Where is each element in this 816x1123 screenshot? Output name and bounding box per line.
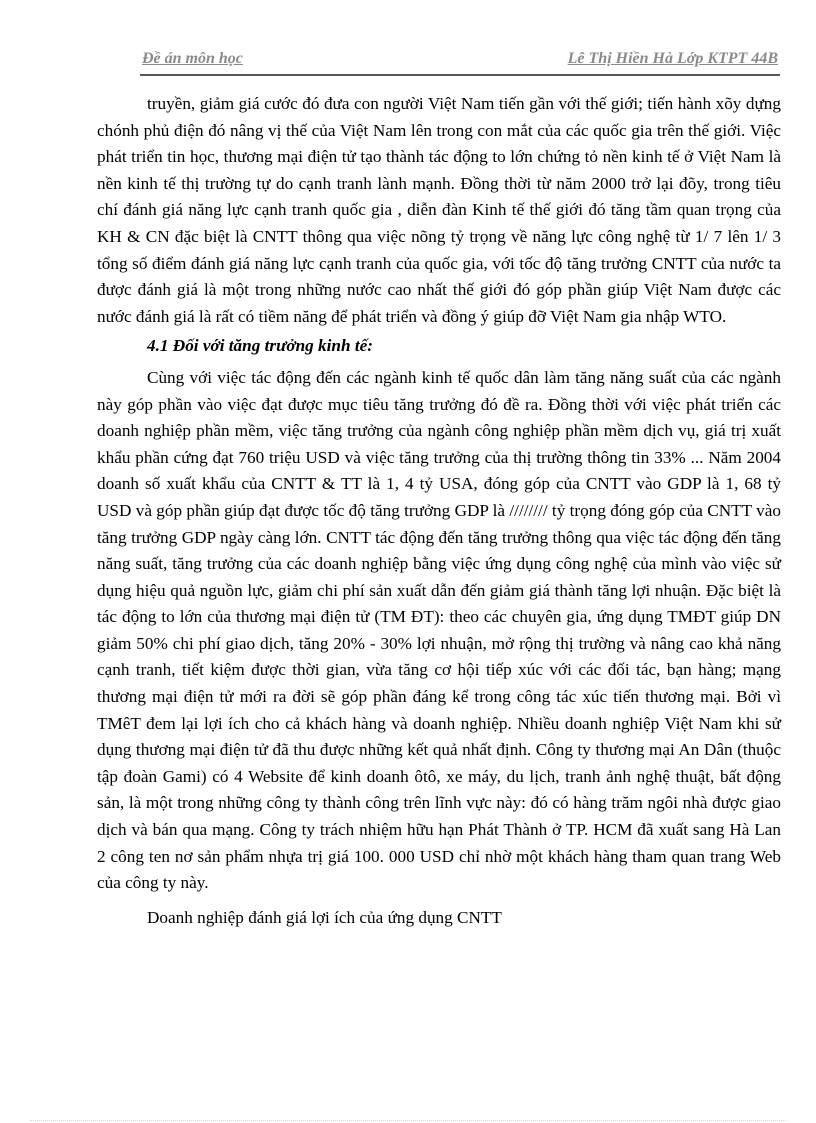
section-heading: 4.1 Đối với tăng trưởng kinh tế:	[147, 336, 373, 356]
header-author-class: Lê Thị Hiền Hà Lớp KTPT 44B	[567, 50, 778, 67]
paragraph-intro: truyền, giảm giá cước đó đưa con người Việt Nam tiến gần với thế giới; tiến hành xõy dựng chónh phủ điện đó nâng vị thế của Việt Nam lên trong con mắt của các quốc gia trên thế giới. Việc phát triển tin học, thương mại điện tử tạo thành tác động to lớn chứng tỏ nền kinh tế ở Việt Nam là nền kinh tế thị trường tự do cạnh tranh lành mạnh. Đồng thời từ năm 2000 trở lại đõy, trong tiêu chí đánh giá năng lực cạnh tranh quốc gia , diễn đàn Kinh tế thế giới đó tăng tầm quan trọng của KH & CN đặc biệt là CNTT thông qua việc nõng tỷ trọng về năng lực công nghệ từ 1/ 7 lên 1/ 3 tổng số điểm đánh giá năng lực cạnh tranh của quốc gia, với tốc độ tăng trưởng CNTT của nước ta được đánh giá là một trong những nước cao nhất thế giới đó góp phần giúp Việt Nam được các nước đánh giá là rất có tiềm năng để phát triển và đồng ý giúp đỡ Việt Nam gia nhập WTO.	[97, 94, 781, 326]
paragraph-benefit-lead: Doanh nghiệp đánh giá lợi ích của ứng dụng CNTT	[147, 907, 502, 927]
footer-divider	[30, 1120, 786, 1121]
paragraph-growth: Cùng với việc tác động đến các ngành kinh tế quốc dân làm tăng năng suất của các ngành này góp phần vào việc đạt được mục tiêu tăng trưởng đó đề ra. Đồng thời với việc phát triển các doanh nghiệp phần mềm, việc tăng trưởng của ngành công nghiệp phần mềm dịch vụ, giá trị xuất khẩu phần cứng đạt 760 triệu USD và việc tăng trưởng của thị trường thông tin 33% ... Năm 2004 doanh số xuất khẩu của CNTT & TT là 1, 4 tỷ USA, đóng góp của CNTT vào GDP là 1, 68 tỷ USD và góp phần giúp đạt được tốc độ tăng trưởng GDP là //////// tỷ trọng đóng góp của CNTT vào tăng trưởng GDP ngày càng lớn. CNTT tác động đến tăng trưởng thông qua việc tác động đến tăng năng suất, tăng trưởng của các doanh nghiệp bằng việc ứng dụng công nghệ của mình vào việc sử dụng hiệu quả nguồn lực, giảm chi phí sản xuất dẫn đến giảm giá thành tăng lợi nhuận. Đặc biệt là tác động to lớn của thương mại điện tử (TM ĐT): theo các chuyên gia, ứng dụng TMĐT giúp DN giảm 50% chi phí giao dịch, tăng 20% - 30% lợi nhuận, mở rộng thị trường và nâng cao khả năng cạnh tranh, tiết kiệm được thời gian, vừa tăng cơ hội tiếp xúc với các đối tác, bạn hàng; mạng thương mại điện tử mới ra đời sẽ góp phần đáng kể trong công tác xúc tiến thương mại. Bởi vì TMêT đem lại lợi ích cho cả khách hàng và doanh nghiệp. Nhiều doanh nghiệp Việt Nam khi sử dụng thương mại điện tử đã thu được những kết quả nhất định. Công ty thương mại An Dân (thuộc tập đoàn Gami) có 4 Website để kinh doanh ôtô, xe máy, du lịch, tranh ảnh nghệ thuật, bất động sản, là một trong những công ty thành công trên lĩnh vực này: đó có hàng trăm ngôi nhà được giao dịch và bán qua mạng. Công ty trách nhiệm hữu hạn Phát Thành ở TP. HCM đã xuất sang Hà Lan 2 công ten nơ sản phẩm nhựa trị giá 100. 000 USD chỉ nhờ một khách hàng tham quan trang Web của công ty này.	[97, 367, 781, 893]
header-course-title: Đề án môn học	[142, 50, 243, 67]
document-body	[97, 91, 781, 931]
page-header	[140, 48, 780, 76]
